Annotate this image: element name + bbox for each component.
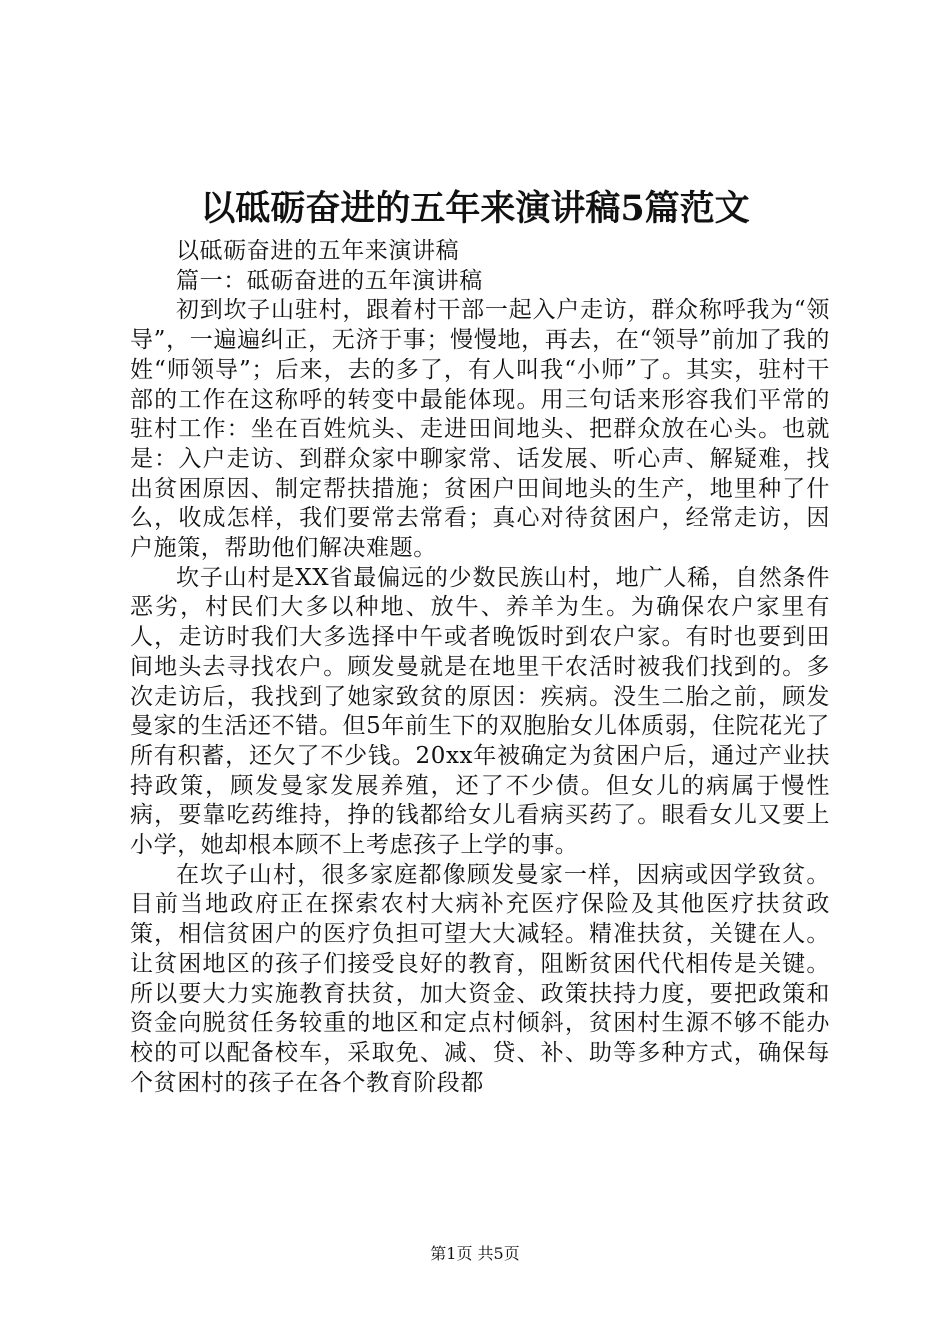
body-paragraph-section-heading: 篇一：砥砺奋进的五年演讲稿: [176, 267, 483, 294]
body-paragraph: 初到坎子山驻村，跟着村干部一起入户走访，群众称呼我为“领导”，一遍遍纠正，无济于事；慢慢地，再去，在“领导”前加了我的姓“师领导”；后来，去的多了，有人叫我“小师”了。其实，驻村干部的工作在这称呼的转变中最能体现。用三句话来形容我们平常的驻村工作：坐在百姓炕头、走进田间地头、把群众放在心头。也就是：入户走访、到群众家中聊家常、话发展、听心声、解疑难，找出贫困原因、制定帮扶措施；贫困户田间地头的生产，地里种了什么，收成怎样，我们要常去常看；真心对待贫困户，经常走访，因户施策，帮助他们解决难题。: [130, 297, 830, 562]
page-footer: 第1页 共5页: [430, 1244, 520, 1263]
body-paragraph: 坎子山村是XX省最偏远的少数民族山村，地广人稀，自然条件恶劣，村民们大多以种地、放牛、养羊为生。为确保农户家里有人，走访时我们大多选择中午或者晚饭时到农户家。有时也要到田间地头去寻找农户。顾发曼就是在地里干农活时被我们找到的。多次走访后，我找到了她家致贫的原因：疾病。没生二胎之前，顾发曼家的生活还不错。但5年前生下的双胞胎女儿体质弱，住院花光了所有积蓄，还欠了不少钱。20xx年被确定为贫困户后，通过产业扶持政策，顾发曼家发展养殖，还了不少债。但女儿的病属于慢性病，要靠吃药维持，挣的钱都给女儿看病买药了。眼看女儿又要上小学，她却根本顾不上考虑孩子上学的事。: [130, 564, 830, 859]
body-paragraph: 在坎子山村，很多家庭都像顾发曼家一样，因病或因学致贫。目前当地政府正在探索农村大病补充医疗保险及其他医疗扶贫政策，相信贫困户的医疗负担可望大大减轻。精准扶贫，关键在人。让贫困地区的孩子们接受良好的教育，阻断贫困代代相传是关键。所以要大力实施教育扶贫，加大资金、政策扶持力度，要把政策和资金向脱贫任务较重的地区和定点村倾斜，贫困村生源不够不能办校的可以配备校车，采取免、减、贷、补、助等多种方式，确保每个贫困村的孩子在各个教育阶段都: [130, 861, 830, 1096]
body-paragraph-subtitle: 以砥砺奋进的五年来演讲稿: [176, 238, 460, 264]
document-body: [130, 237, 830, 1098]
document-title: 以砥砺奋进的五年来演讲稿5篇范文: [200, 188, 750, 229]
